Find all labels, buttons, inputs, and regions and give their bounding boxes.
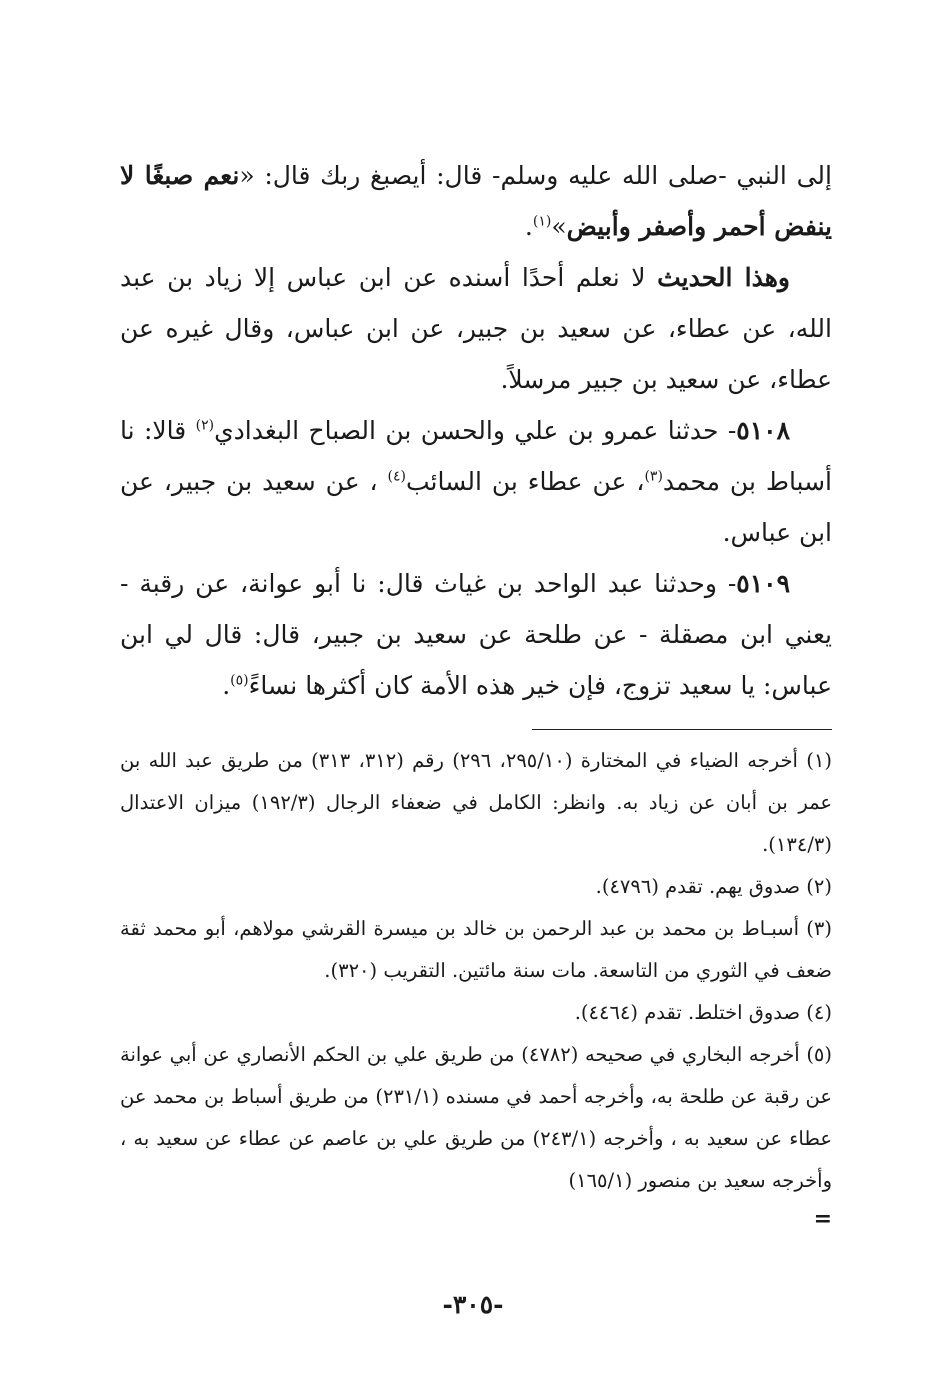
footnote-number: (٢) (806, 875, 832, 898)
hadith-quote: نعم صبغًا لا ينفض أحمر وأصفر وأبيض (120, 161, 832, 241)
paragraph-2: وهذا الحديث لا نعلم أحدًا أسنده عن ابن عباس إلا زياد بن عبد الله، عن عطاء، عن سعيد بن جبير، عن ابن عباس، وقال غيره عن عطاء، عن سعيد بن جبير مرسلاً. (120, 263, 832, 394)
footnote-2: (٢) صدوق يهم. تقدم (٤٧٩٦). (120, 866, 832, 908)
footnotes (120, 740, 832, 1234)
hadith-number: ٥١٠٩ (736, 569, 790, 598)
footnote-number: (٣) (806, 917, 832, 940)
hadith-5108: ٥١٠٨- حدثنا عمرو بن علي والحسن بن الصباح البغدادي$^{(٢)}$ قالا: نا أسباط بن محمد$^{(٣)}$، عن عطاء بن السائب$^{(٤)}$ ، عن سعيد بن جبير، عن ابن عباس. (120, 416, 832, 547)
footnote-number: (٤) (806, 1001, 832, 1024)
paragraph-2-lead: وهذا الحديث (657, 263, 790, 292)
footnote-divider (532, 729, 832, 730)
footnote-number: (١) (806, 749, 832, 772)
page-number: -٣٠٥- (442, 1290, 504, 1319)
hadith-number: ٥١٠٨ (736, 416, 791, 445)
footnote-3: (٣) أسبـاط بن محمد بن عبد الرحمن بن خالد بن ميسرة القرشي مولاهم، أبو محمد ثقة ضعف في الثوري من التاسعة. مات سنة مائتين. التقريب (٣٢٠). (120, 908, 832, 992)
paragraph-1: إلى النبي -صلى الله عليه وسلم- قال: أيصبغ ربك قال: «نعم صبغًا لا ينفض أحمر وأصفر وأبيض»$^{(١)}$. (120, 161, 832, 241)
footnote-ref-5[interactable]: (٥) (230, 672, 249, 689)
page-body (120, 150, 832, 1234)
main-text (120, 150, 832, 711)
footnote-ref-1[interactable]: (١) (532, 213, 552, 230)
footnote-4: (٤) صدوق اختلط. تقدم (٤٤٦٤). (120, 992, 832, 1034)
hadith-5109: ٥١٠٩- وحدثنا عبد الواحد بن غياث قال: نا أبو عوانة، عن رقبة - يعني ابن مصقلة - عن طلحة عن سعيد بن جبير، قال: قال لي ابن عباس: يا سعيد تزوج، فإن خير هذه الأمة كان أكثرها نساءً$^{(٥)}$. (120, 569, 832, 700)
footnote-number: (٥) (806, 1043, 833, 1066)
continuation-mark: = (813, 1206, 832, 1232)
footnote-1: (١) أخرجه الضياء في المختارة (٢٩٥/١٠، ٢٩٦) رقم (٣١٢، ٣١٣) من طريق عبد الله بن عمر بن أبان عن زياد به. وانظر: الكامل في ضعفاء الرجال (١٩٢/٣) ميزان الاعتدال (١٣٤/٣). (120, 740, 832, 866)
footnote-ref-2[interactable]: (٢) (195, 417, 215, 434)
footnote-5: (٥) أخرجه البخاري في صحيحه (٤٧٨٢) من طريق علي بن الحكم الأنصاري عن أبي عوانة عن رقبة عن طلحة به، وأخرجه أحمد في مسنده (٢٣١/١) من طريق أسباط بن محمد عن عطاء عن سعيد به ، وأخرجه (٢٤٣/١) من طريق علي بن عاصم عن عطاء عن سعيد به ، وأخرجه سعيد بن منصور (١٦٥/١) (120, 1034, 832, 1202)
footnote-ref-4[interactable]: (٤) (387, 468, 406, 485)
footnote-ref-3[interactable]: (٣) (644, 468, 663, 485)
